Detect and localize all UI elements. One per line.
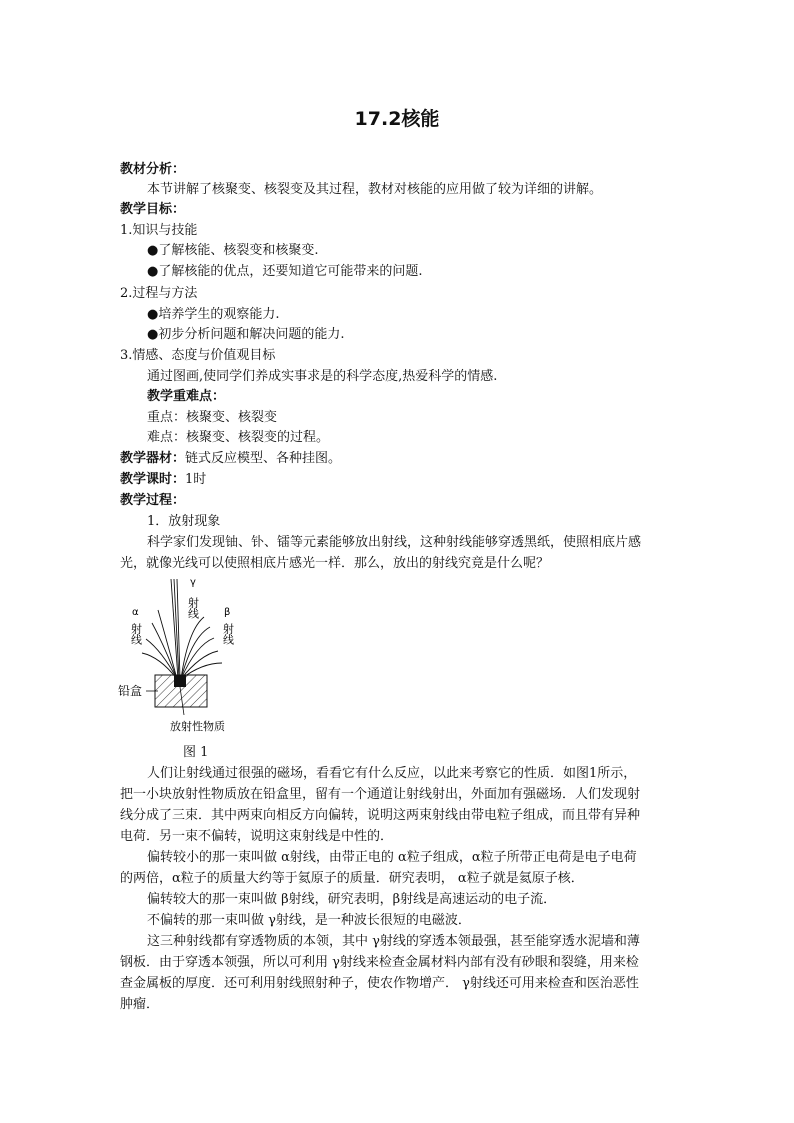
equipment-label: 教学器材： [120,451,186,466]
goal-1-item: ●了解核能的优点，还要知道它可能带来的问题. [147,264,423,279]
paragraph-line: 电荷．另一束不偏转，说明这束射线是中性的． [120,829,394,844]
process-heading: 教学过程： [120,493,186,508]
equipment-line [120,449,341,469]
paragraph-line: 偏转较小的那一束叫做 α射线，由带正电的 α粒子组成，α粒子所带正电荷是电子电荷 [147,850,637,865]
paragraph-line: 这三种射线都有穿透物质的本领，其中 γ射线的穿透本领最强，甚至能穿透水泥墙和薄 [147,934,640,949]
gamma-ray-label: 射线 [186,597,200,619]
analysis-heading: 教材分析： [120,162,186,177]
hours-label: 教学课时： [120,472,186,487]
paragraph-line: 光，就像光线可以使照相底片感光一样．那么，放出的射线究竟是什么呢？ [120,556,550,571]
analysis-text: 本节讲解了核聚变、核裂变及其过程，教材对核能的应用做了较为详细的讲解。 [147,182,603,197]
paragraph-line: 线分成了三束．其中两束向相反方向偏转，说明这两束射线由带电粒子组成，而且带有异种 [120,808,641,823]
paragraph-line: 科学家们发现铀、钋、镭等元素能够放出射线，这种射线能够穿透黑纸，使照相底片感 [147,535,642,550]
radiation-figure [118,575,248,735]
beta-rays [181,617,222,679]
hours-value: 1时 [185,472,207,487]
radioactive-sample [174,675,186,687]
gamma-label: γ [190,577,196,588]
paragraph-line: 不偏转的那一束叫做 γ射线，是一种波长很短的电磁波． [147,913,471,928]
hours-line [120,470,206,490]
keypoints-focus: 重点：核聚变、核裂变 [147,410,278,425]
material-label: 放射性物质 [170,720,225,733]
alpha-rays [142,610,177,679]
goal-2-title: 2.过程与方法 [120,286,198,301]
gamma-rays [171,579,180,679]
lead-box-label: 铅盒 [118,684,143,698]
goal-3-text: 通过图画,使同学们养成实事求是的科学态度,热爱科学的情感. [147,369,498,384]
alpha-label: α [132,607,139,618]
goal-1-title: 1.知识与技能 [120,223,198,238]
beta-ray-label: 射线 [221,623,235,645]
goal-2-item: ●初步分析问题和解决问题的能力. [147,327,345,342]
paragraph-line: 把一小块放射性物质放在铅盒里，留有一个通道让射线射出，外面加有强磁场．人们发现射 [120,787,641,802]
paragraph-line: 人们让射线通过很强的磁场，看看它有什么反应，以此来考察它的性质．如图1所示， [147,766,637,781]
paragraph-line: 偏转较大的那一束叫做 β射线，研究表明，β射线是高速运动的电子流． [147,892,557,907]
paragraph-line: 肿瘤． [120,997,160,1012]
page-title: 17.2核能 [354,108,440,130]
paragraph-line: 钢板．由于穿透本领强，所以可利用 γ射线来检查金属材料内部有没有砂眼和裂缝，用来检 [120,955,639,970]
beta-label: β [224,607,231,618]
goal-2-item: ●培养学生的观察能力. [147,307,280,322]
section-heading: 1．放射现象 [147,514,221,529]
keypoints-heading: 教学重难点： [147,389,226,404]
goal-1-item: ●了解核能、核裂变和核聚变. [147,243,319,258]
goals-heading: 教学目标： [120,202,186,217]
figure-caption: 图 1 [183,745,209,760]
alpha-ray-label: 射线 [129,623,143,645]
equipment-value: 链式反应模型、各种挂图。 [185,451,342,466]
keypoints-difficulty: 难点：核聚变、核裂变的过程。 [147,430,330,445]
paragraph-line: 的两倍，α粒子的质量大约等于氦原子的质量．研究表明， α粒子就是氦原子核． [120,871,584,886]
paragraph-line: 查金属板的厚度．还可利用射线照射种子，使农作物增产． γ射线还可用来检查和医治恶性 [120,976,639,991]
goal-3-title: 3.情感、态度与价值观目标 [120,348,276,363]
